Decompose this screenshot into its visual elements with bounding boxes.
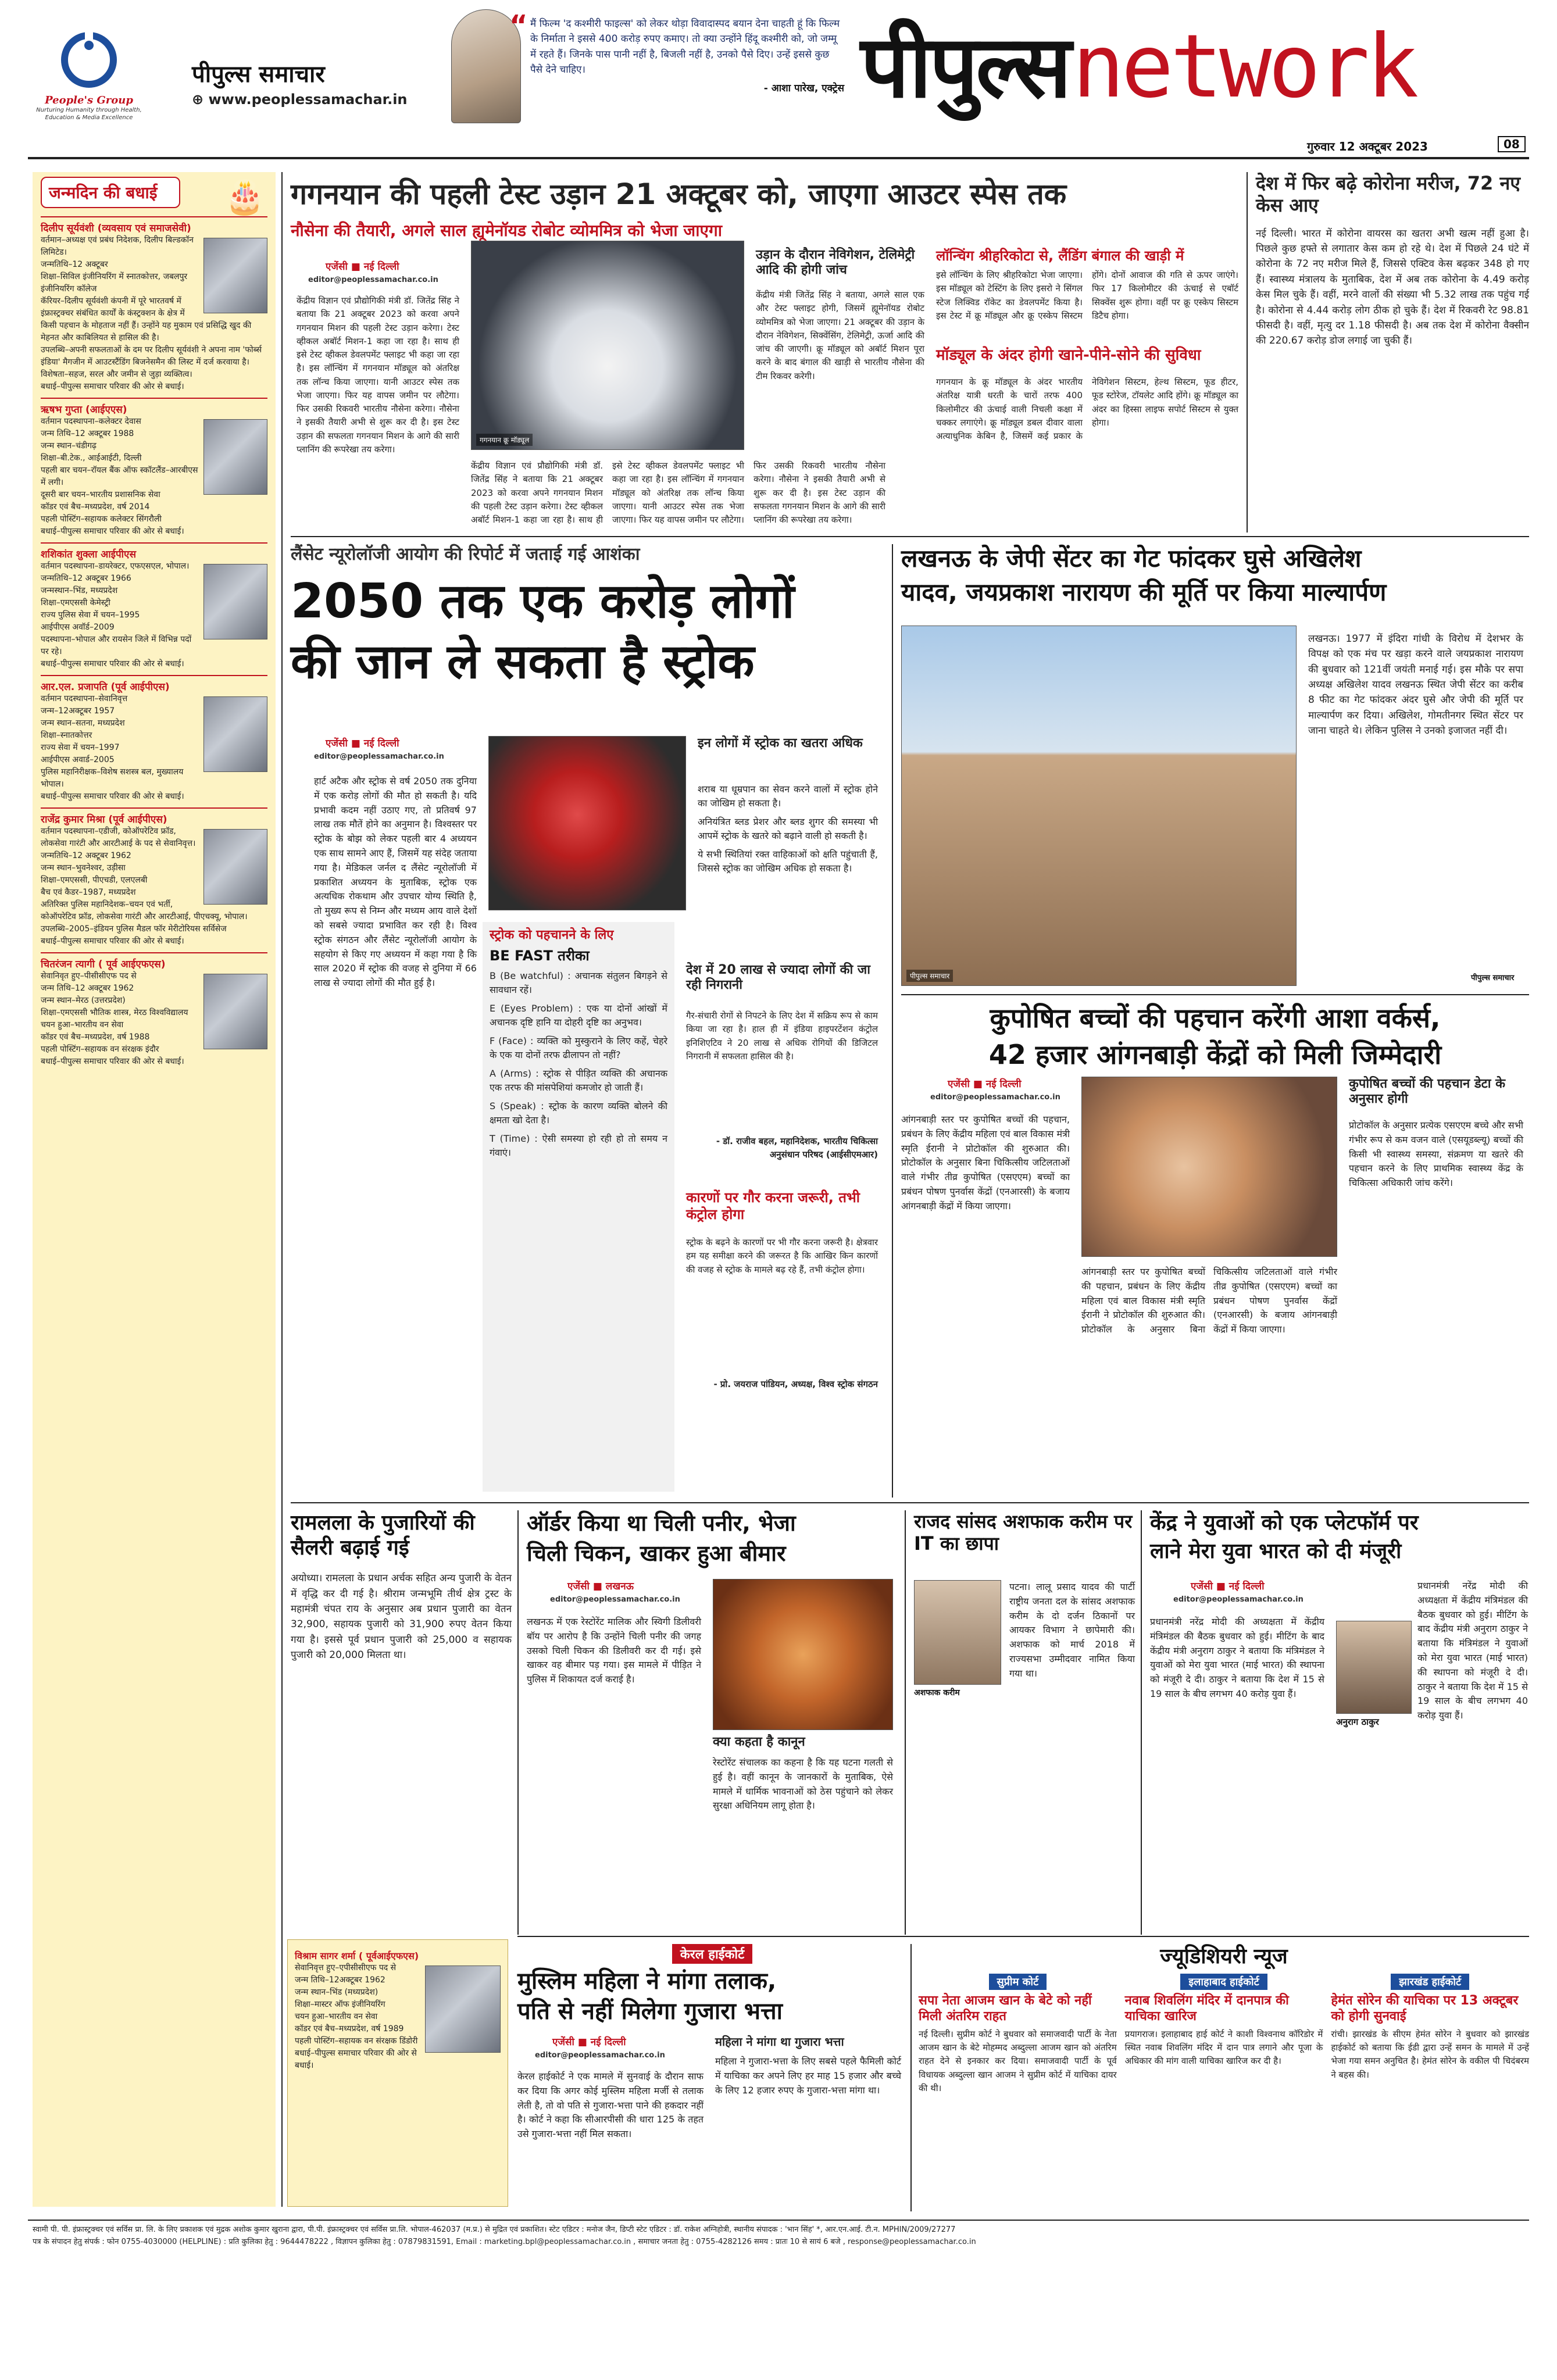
birthday-detail-line: बधाई–पीपुल्स समाचार परिवार की ओर से बधाई। (295, 2049, 417, 2070)
covid-story (1256, 172, 1529, 533)
akhilesh-headline-1: लखनऊ के जेपी सेंटर का गेट फांदकर घुसे अखिलेश (901, 544, 1362, 573)
asha-story (901, 1002, 1529, 1496)
samachar-name: पीपुल्स समाचार (192, 61, 325, 88)
judiciary-section (919, 1944, 1529, 2211)
rjd-body: पटना। लालू प्रसाद यादव की पार्टी राष्ट्रीय जनता दल के सांसद अशफाक करीम के दो दर्जन ठिकानों पर आयकर विभाग ने छापेमारी की। अशफाक को मार्च 2018 में राज्यसभा उम्मीदवार नामित किया गया था। (1009, 1581, 1135, 1679)
birthday-detail-line: राज्य सेवा में चयन–1997 (41, 743, 120, 752)
chilli-body: लखनऊ में एक रेस्टोरेंट मालिक और स्विगी डिलीवरी बॉय पर आरोप है कि उन्होंने चिली पनीर की जगह उसको चिली चिकन की डिलीवरी कर दी गई। इसे खाकर वह बीमार पड़ गया। इस मामले में पीड़ित ने पुलिस में शिकायत दर्ज कराई है। (527, 1616, 701, 1685)
birthday-detail-line: बधाई–पीपुल्स समाचार परिवार की ओर से बधाई। (41, 1057, 184, 1066)
chilli-byline: एजेंसी ■ लखनऊ (567, 1581, 634, 1592)
birthday-detail-line: जन्मतिथि–12 अक्टूबर 1962 (41, 851, 131, 860)
birthday-detail-line: बधाई–पीपुल्स समाचार परिवार की ओर से बधाई। (41, 527, 184, 536)
brand-network: network (1072, 16, 1416, 117)
befast-item: S (Speak) : स्ट्रोक के कारण व्यक्ति बोलने की क्षमता खो देता है। (490, 1100, 667, 1126)
ramlala-story (291, 1510, 512, 1935)
imprint-line-1: स्वामी पी. पी. इंफ्रास्ट्रक्चर एवं सर्विस प्रा. लि. के लिए प्रकाशक एवं मुद्रक अशोक कुमार खुराना द्वारा, पी.पी. इंफ्रास्ट्रक्चर एवं सर्विस प्रा.लि. भोपाल-462037 (म.प्र.) से मुद्रित एवं प्रकाशित। स्टेट एडिटर : मनोज जैन, डिप्टी स्टेट एडिटर : डॉ. राकेश अग्निहोत्री, स्थानीय संपादक : 'भान सिंह' *, आर.एन.आई. टी.न. MPHIN/2009/27277 (33, 2225, 956, 2234)
gaganyaan-launch-body: इसे लॉन्चिंग के लिए श्रीहरिकोटा भेजा जाएगा। इस मॉड्यूल को टेस्टिंग के लिए इसरो ने सिंगल स्टेज लिक्विड रॉकेट का डेवलपमेंट किया है। इस टेस्ट में क्रू मॉड्यूल और क्रू एस्केप सिस्टम होंगे। दोनों आवाज की गति से ऊपर जाएंगे। फिर 17 किलोमीटर की ऊंचाई से एबॉर्ट सिक्वेंस शुरू होगा। वहीं पर क्रू एस्केप सिस्टम डिटैच होगा। (936, 270, 1238, 321)
birthday-detail-line: वर्तमान पदस्थापना–एडीजी, कोऑपरेटिव फ्रॉड, लोकसेवा गारंटी और आरटीआई के पद से सेवानिवृत्त। (41, 827, 196, 848)
brand-hindi: पीपुल्स (860, 17, 1070, 117)
birthday-detail-line: वर्तमान पदस्थापना–डायरेक्टर, एफएसएल, भोपाल। (41, 562, 190, 571)
stroke-divider (892, 544, 893, 1498)
judiciary-item-allahabad (1125, 1974, 1323, 2196)
asha-headline-1: कुपोषित बच्चों की पहचान करेंगी आशा वर्कर्स, (990, 1002, 1441, 1034)
birthday-person-name: राजेंद्र कुमार मिश्रा (पूर्व आईपीएस) (41, 807, 267, 826)
risk-item: ये सभी स्थितियां रक्त वाहिकाओं को क्षति पहुंचाती हैं, जिससे स्ट्रोक का जोखिम अधिक हो सकता है। (698, 849, 878, 874)
akhilesh-rule (901, 994, 1529, 995)
judiciary-title: ज्यूडिशियरी न्यूज (1160, 1945, 1288, 1968)
imprint-footer (33, 2224, 1529, 2249)
gaganyaan-launch-head: लॉन्चिंग श्रीहरिकोटा से, लैंडिंग बंगाल की खाड़ी में (936, 248, 1184, 264)
gaganyaan-email[interactable]: editor@peoplessamachar.co.in (308, 276, 438, 284)
masthead (0, 0, 1557, 156)
birthday-extra-photo (425, 1966, 501, 2053)
peoples-group-emblem-icon (57, 28, 121, 92)
gaganyaan-side-body: केंद्रीय मंत्री जितेंद्र सिंह ने बताया, अगले साल एक और टेस्ट फ्लाइट होगी, जिसमें ह्यूमेनॉयड रोबोट व्योममित्र को भेजा जाएगा। 21 अक्टूबर की उड़ान के दौरान नेविगेशन, सिक्वेंसिंग, टेलिमेट्री, ऊर्जा आदि की जांच की जाएगी। क्रू मॉड्यूल को अबॉर्ट मिशन पूरा करने के बाद बंगाल की खाड़ी से भारतीय नौसेना की टीम रिकवर करेगी। (756, 290, 924, 381)
birthday-detail-line: उपलब्धि–अपनी सफलताओं के दम पर दिलीप सूर्यवंशी ने अपना नाम 'फोर्ब्स इंडिया' मैगजीन में आउटस्टैंडिंग बिजनेसमैन की लिस्ट में दर्ज करवाया है। (41, 345, 262, 367)
stroke-story (291, 544, 884, 1498)
birthday-detail-line: वर्तमान–अध्यक्ष एवं प्रबंध निदेशक, दिलीप बिल्डकॉन लिमिटेड। (41, 235, 194, 257)
quote-box (509, 9, 844, 95)
gaganyaan-headline: गगनयान की पहली टेस्ट उड़ान 21 अक्टूबर को, जाएगा आउटर स्पेस तक (291, 177, 1067, 211)
page-number: 08 (1498, 136, 1526, 152)
birthday-person-photo (203, 696, 267, 772)
birthday-detail-line: शिक्षा–मास्टर ऑफ इंजीनियरिंग (295, 2000, 385, 2009)
birthday-detail-line: पहली पोस्टिंग–सहायक वन संरक्षक डिंडोरी (295, 2036, 418, 2046)
birthday-detail-line: शिक्षा–स्नातकोत्तर (41, 731, 92, 740)
birthday-detail-line: आईपीएस अवार्ड–2005 (41, 755, 115, 764)
birthday-detail-line: पहली पोस्टिंग–सहायक कलेक्टर सिंगरौली (41, 514, 162, 524)
globe-icon: ⊕ (192, 91, 209, 108)
yuva-email[interactable]: editor@peoplessamachar.co.in (1173, 1595, 1304, 1604)
gaganyaan-module-head: मॉड्यूल के अंदर होगी खाने-पीने-सोने की सुविधा (936, 346, 1201, 364)
kerala-byline: एजेंसी ■ नई दिल्ली (552, 2036, 626, 2048)
kerala-divider (910, 1944, 912, 2211)
rjd-divider (1141, 1510, 1142, 1935)
birthday-detail-line: सेवानिवृत हुए–पीसीसीएफ पद से (41, 971, 137, 981)
kerala-side-body: महिला ने गुजारा-भत्ता के लिए सबसे पहले फैमिली कोर्ट में याचिका कर अपने लिए हर माह 15 हजार और बच्चे के लिए 12 हजार रुपए के गुजारा-भत्ता मांगा था। (715, 2056, 901, 2096)
judiciary-headline: हेमंत सोरेन की याचिका पर 13 अक्टूबर को होगी सुनवाई (1331, 1993, 1519, 2024)
birthday-detail-line: शिक्षा–एमएससी केमेस्ट्री (41, 598, 110, 607)
befast-item: E (Eyes Problem) : एक या दोनों आंखों में अचानक दृष्टि हानि या दोहरी दृष्टि का अनुभव। (490, 1003, 667, 1028)
kerala-headline-2: पति से नहीं मिलेगा गुजारा भत्ता (517, 1998, 783, 2025)
asha-body: आंगनबाड़ी स्तर पर कुपोषित बच्चों की पहचान, प्रबंधन के लिए केंद्रीय महिला एवं बाल विकास मंत्री स्मृति ईरानी ने प्रोटोकॉल की शुरुआत की। प्रोटोकॉल के अनुसार बिना चिकित्सीय जटिलताओं वाले गंभीर तीव्र कुपोषित (एसएएम) बच्चों का प्रबंधन पोषण पुनर्वास केंद्रों (एनआरसी) के बजाय आंगनबाड़ी केंद्रों में किया जाएगा। (901, 1114, 1070, 1212)
befast-box (483, 922, 674, 1492)
birthday-detail-line: वर्तमान पदस्थापना–सेवानिवृत्त (41, 694, 128, 703)
asha-side-head: कुपोषित बच्चों की पहचान डेटा के अनुसार होगी (1349, 1077, 1505, 1107)
judiciary-headline: सपा नेता आजम खान के बेटे को नहीं मिली अंतरिम राहत (919, 1993, 1092, 2024)
ramlala-headline: रामलला के पुजारियों की सैलरी बढ़ाई गई (291, 1511, 475, 1560)
birthday-detail-line: जन्म तिथि–12 अक्टूबर 1988 (41, 429, 134, 438)
asha-side-body: प्रोटोकॉल के अनुसार प्रत्येक एसएएम बच्चे और सभी गंभीर रूप से कम वजन वाले (एसयूडब्ल्यू) बच्चों की किसी भी स्वास्थ्य समस्या, संक्रमण या खतरे की पहचान करने के लिए प्राथमिक स्वास्थ्य केंद्र के चिकित्सा अधिकारी जांच करेंगे। (1349, 1120, 1523, 1189)
samachar-logo (192, 57, 424, 108)
birthday-detail-line: चयन हुआ–भारतीय वन सेवा (295, 2012, 378, 2021)
risk-item: अनियंत्रित ब्लड प्रेशर और ब्लड शुगर की समस्या भी आपमें स्ट्रोक के खतरे को बढ़ाने वाली हो सकती है। (698, 816, 878, 841)
kerala-story (517, 1944, 907, 2211)
birthday-detail-line: अतिरिक्त पुलिस महानिदेशक–चयन एवं भर्ती, कोऑपरेटिव फ्रॉड, लोकसेवा गारंटी और आरटीआई, पीएचक्यू, भोपाल। (41, 900, 248, 921)
row1-rule (291, 536, 1529, 537)
birthday-detail-line: बधाई–पीपुल्स समाचार परिवार की ओर से बधाई। (41, 382, 184, 391)
birthday-detail-line: जन्मतिथि–12 अक्टूबर (41, 260, 108, 269)
birthday-person-photo (203, 564, 267, 639)
chilli-photo (713, 1579, 893, 1730)
birthday-detail-line: बधाई–पीपुल्स समाचार परिवार की ओर से बधाई। (41, 792, 184, 801)
birthday-detail-line: उपलब्धि–2005–इंडियन पुलिस मैडल फॉर मेरीटोरियस सर्विसेज (41, 924, 227, 934)
peoples-group-logo (34, 28, 144, 144)
birthday-entry (41, 952, 267, 1068)
stroke-risk-head: इन लोगों में स्ट्रोक का खतरा अधिक (698, 736, 863, 751)
birthday-detail-line: शिक्षा–एमएससी, पीएचडी, एलएलबी (41, 875, 148, 885)
akhilesh-story (901, 544, 1529, 992)
peoples-group-tagline: Nurturing Humanity through Health, Education & Media Excellence (36, 107, 142, 121)
birthday-detail-line: कॉडर एवं बैच–मध्यप्रदेश, वर्ष 1989 (295, 2024, 404, 2034)
akhilesh-body: लखनऊ। 1977 में इंदिरा गांधी के विरोध में देशभर के विपक्ष को एक मंच पर खड़ा करने वाले जयप्रकाश नारायण की बुधवार को 121वीं जयंती मनाई गई। इस मौके पर सपा अध्यक्ष अखिलेश यादव लखनऊ स्थित जेपी सेंटर का करीब 8 फीट का गेट फांदकर अंदर घुसे और जेपी की मूर्ति पर माल्यार्पण कर दिया। अखिलेश, गोमतीनगर स्थित सेंटर पर जाना चाहते थे। लेकिन पुलिस ने उनको इजाजत नहीं दी। (1308, 633, 1523, 737)
stroke-risk-list (698, 782, 878, 957)
birthday-person-photo (203, 238, 267, 313)
chilli-divider (905, 1510, 906, 1935)
asha-email[interactable]: editor@peoplessamachar.co.in (930, 1093, 1060, 1102)
judiciary-item-supreme (919, 1974, 1117, 2196)
befast-item: B (Be watchful) : अचानक संतुलन बिगड़ने से सावधान रहें। (490, 970, 667, 996)
stroke-byline: एजेंसी ■ नई दिल्ली (326, 738, 399, 749)
judiciary-item-jharkhand (1331, 1974, 1529, 2196)
stroke-photo (488, 736, 686, 910)
chilli-law-head: क्या कहता है कानून (713, 1735, 805, 1749)
birthday-person-name: चितरंजन त्यागी ( पूर्व आईएफएस) (41, 952, 267, 970)
stroke-body: हार्ट अटैक और स्ट्रोक से वर्ष 2050 तक दुनिया में एक करोड़ लोगों की मौत हो सकती है। यदि प्रभावी कदम नहीं उठाए गए, तो प्रतिवर्ष 97 लाख तक मौतें होने का अनुमान है। विश्वस्तर पर स्ट्रोक के बोझ को लेकर पहली बार 4 अध्ययन एक साथ सामने आए हैं, जिसमें यह संदेह जताया गया है। मेडिकल जर्नल द लैंसेट न्यूरोलॉजी में प्रकाशित अध्ययन के मुताबिक, स्ट्रोक एक अत्यधिक रोकथाम और उपचार योग्य स्थिति है, तो मुख्य रूप से निम्न और मध्यम आय वाले देशों को सबसे ज्यादा प्रभावित कर रही है। विश्व स्ट्रोक संगठन और लैंसेट न्यूरोलॉजी आयोग के सहयोग से किए गए अध्ययन में कहा गया है कि साल 2020 में स्ट्रोक की वजह से दुनिया में 66 लाख से ज्यादा लोगों की मौत हुई है। (314, 776, 477, 989)
birthday-list (41, 216, 267, 1068)
birthday-person-name: आर.एल. प्रजापति (पूर्व आईपीएस) (41, 675, 267, 693)
risk-item: शराब या धूम्रपान का सेवन करने वालों में स्ट्रोक होने का जोखिम हो सकता है। (698, 784, 878, 809)
judiciary-body: प्रयागराज। इलाहाबाद हाई कोर्ट ने काशी विश्वनाथ कॉरिडोर में स्थित नवाब शिवलिंग मंदिर में दान पात्र लगाने और पूजा के अधिकार की मांग वाली याचिका खारिज कर दी है। (1124, 2028, 1323, 2067)
birthday-sidebar (33, 172, 276, 2207)
birthday-person-name: दिलीप सूर्यवंशी (व्यवसाय एवं समाजसेवी) (41, 216, 267, 234)
birthday-detail-line: बैच एवं कैडर–1987, मध्यप्रदेश (41, 888, 136, 897)
birthday-detail-line: शिक्षा–एमएससी भौतिक शास्त्र, मेरठ विश्वविद्यालय (41, 1008, 188, 1017)
birthday-detail-line: जन्मतिथि–12 अक्टूबर 1966 (41, 574, 131, 583)
chilli-email[interactable]: editor@peoplessamachar.co.in (550, 1595, 680, 1604)
yuva-headline-1: केंद्र ने युवाओं को एक प्लेटफॉर्म पर (1150, 1511, 1419, 1535)
quote-text: मैं फिल्म 'द कश्मीरी फाइल्स' को लेकर थोड़ा विवादास्पद बयान देना चाहती हूं कि फिल्म के निर्माता ने इससे 400 करोड़ रुपए कमाए। तो क्या उन्होंने हिंदू कश्मीरी को, जो जम्मू में रहते हैं। जिनके पास पानी नहीं है, बिजली नहीं है, उनको पैसे दिए। उन्हें इससे कुछ पैसे देने चाहिए। (530, 18, 840, 76)
birthday-detail-line: चयन हुआ–भारतीय वन सेवा (41, 1020, 124, 1030)
asha-body-cont: आंगनबाड़ी स्तर पर कुपोषित बच्चों की पहचान, प्रबंधन के लिए केंद्रीय महिला एवं बाल विकास मंत्री स्मृति ईरानी ने प्रोटोकॉल की शुरुआत की। प्रोटोकॉल के अनुसार बिना चिकित्सीय जटिलताओं वाले गंभीर तीव्र कुपोषित (एसएएम) बच्चों का प्रबंधन पोषण पुनर्वास केंद्रों (एनआरसी) के बजाय आंगनबाड़ी केंद्रों में किया जाएगा। (1081, 1266, 1337, 1335)
birthday-person-name: शशिकांत शुक्ला आईपीएस (41, 542, 267, 560)
stroke-cause-quote: - प्रो. जयराज पांडियन, अध्यक्ष, विश्व स्ट्रोक संगठन (713, 1379, 878, 1389)
birthday-entry (41, 542, 267, 670)
yuva-byline: एजेंसी ■ नई दिल्ली (1191, 1581, 1265, 1592)
befast-head: स्ट्रोक को पहचानने के लिए (490, 928, 614, 942)
birthday-person-name: ऋषभ गुप्ता (आईएएस) (41, 398, 267, 416)
chilli-headline-2: चिली चिकन, खाकर हुआ बीमार (527, 1540, 786, 1566)
birthday-detail-line: जन्म–12अक्टूबर 1957 (41, 706, 115, 716)
quote-mark-icon: “ (509, 9, 528, 42)
birthday-detail-line: जन्म स्थान–सतना, मध्यप्रदेश (41, 719, 125, 728)
birthday-extra-box (287, 1939, 508, 2207)
asha-photo (1081, 1077, 1337, 1257)
birthday-detail-line: पदस्थापना–भोपाल और रायसेन जिले में विभिन्न पदों पर रहे। (41, 635, 192, 656)
birthday-person-photo (203, 974, 267, 1049)
birthday-detail-line: बधाई–पीपुल्स समाचार परिवार की ओर से बधाई। (41, 659, 184, 669)
judiciary-body: रांची। झारखंड के सीएम हेमंत सोरेन ने बुधवार को झारखंड हाईकोर्ट को बताया कि ईडी द्वारा उन्हें समन के मामले में उन्हें भेजा गया समन अनुचित है। हेमंत सोरेन के वकील पी चिदंबरम ने बहस की। (1331, 2028, 1530, 2080)
gaganyaan-body: केंद्रीय विज्ञान एवं प्रौद्योगिकी मंत्री डॉ. जितेंद्र सिंह ने बताया कि 21 अक्टूबर 2023 को करवा अपने गगनयान मिशन की पहली टेस्ट उड़ान करेगा। टेस्ट व्हीकल अबॉर्ट मिशन-1 कहा जा रहा है। साथ ही इसे टेस्ट व्हीकल डेवलपमेंट फ्लाइट भी कहा जा रहा है। इस लॉन्चिंग में गगनयान मॉड्यूल को अंतरिक्ष तक लॉन्च किया जाएगा। यानी आउटर स्पेस तक भेजा जाएगा। फिर यह वापस जमीन पर लौटेगा। फिर उसकी रिकवरी भारतीय नौसेना करेगा। नौसेना ने इसकी तैयारी अभी से शुरू कर दी है। इस टेस्ट उड़ान की सफलता गगनयान मिशन के आगे की सारी प्लानिंग की रूपरेखा तय करेगा। (297, 295, 459, 455)
befast-item: A (Arms) : स्ट्रोक से पीड़ित व्यक्ति की अचानक एक तरफ की मांसपेशियां कमजोर हो जाती हैं। (490, 1068, 667, 1093)
akhilesh-photo: पीपुल्स समाचार (901, 626, 1297, 986)
stroke-email[interactable]: editor@peoplessamachar.co.in (314, 752, 444, 761)
stroke-india-body: गैर-संचारी रोगों से निपटने के लिए देश में सक्रिय रूप से काम किया जा रहा है। हाल ही में इंडिया हाइपरटेंशन कंट्रोल इनिशिएटिव ने 20 लाख से अधिक रोगियों की डिजिटल निगरानी में सफलता हासिल की है। (686, 1010, 878, 1062)
gaganyaan-side-head: उड़ान के दौरान नेविगेशन, टेलिमेट्री आदि की होगी जांच (756, 248, 915, 278)
kerala-email[interactable]: editor@peoplessamachar.co.in (535, 2051, 665, 2060)
birthday-extra-name: विश्राम सागर शर्मा ( पूर्वआईएफएस) (295, 1950, 419, 1961)
brand-logo (860, 16, 1529, 134)
gaganyaan-body-cont: केंद्रीय विज्ञान एवं प्रौद्योगिकी मंत्री डॉ. जितेंद्र सिंह ने बताया कि 21 अक्टूबर 2023 को करवा अपने गगनयान मिशन की पहली टेस्ट उड़ान करेगा। टेस्ट व्हीकल अबॉर्ट मिशन-1 कहा जा रहा है। साथ ही इसे टेस्ट व्हीकल डेवलपमेंट फ्लाइट भी कहा जा रहा है। इस लॉन्चिंग में गगनयान मॉड्यूल को अंतरिक्ष तक लॉन्च किया जाएगा। यानी आउटर स्पेस तक भेजा जाएगा। फिर यह वापस जमीन पर लौटेगा। फिर उसकी रिकवरी भारतीय नौसेना करेगा। नौसेना ने इसकी तैयारी अभी से शुरू कर दी है। इस टेस्ट उड़ान की सफलता गगनयान मिशन के आगे की सारी प्लानिंग की रूपरेखा तय करेगा। (471, 460, 885, 525)
asha-byline: एजेंसी ■ नई दिल्ली (948, 1078, 1022, 1090)
birthday-detail-line: कॉडर एवं बैच–मध्यप्रदेश, वर्ष 1988 (41, 1032, 150, 1042)
stroke-kicker: लैंसेट न्यूरोलॉजी आयोग की रिपोर्ट में जताई गई आशंका (291, 544, 640, 564)
birthday-detail-line: पहली बार चयन–रॉयल बैंक ऑफ स्कॉटलैंड–आरबीएस में लगी। (41, 466, 198, 487)
stroke-cause-head: कारणों पर गौर करना जरूरी, तभी कंट्रोल होगा (686, 1189, 860, 1223)
birthday-detail-line: आईपीएस अवॉर्ड–2009 (41, 623, 115, 632)
birthday-detail-line: कॅरियर–दिलीप सूर्यवंशी कंपनी में पूरे भारतवर्ष में इंफ्रास्ट्रक्चर संबंधित कार्यों के कंस्ट्रक्शन के क्षेत्र में किसी पहचान के मोहताज नहीं हैं। उन्होंने यह मुकाम एवं प्रसिद्धि खुद की मेहनत और काबिलियत से हासिल की है। (41, 296, 252, 342)
chilli-headline-1: ऑर्डर किया था चिली पनीर, भेजा (527, 1510, 796, 1536)
birthday-detail-line: बधाई–पीपुल्स समाचार परिवार की ओर से बधाई। (41, 937, 184, 946)
yuva-body: प्रधानमंत्री नरेंद्र मोदी की अध्यक्षता में केंद्रीय मंत्रिमंडल की बैठक बुधवार को हुई। मीटिंग के बाद केंद्रीय मंत्री अनुराग ठाकुर ने बताया कि मंत्रिमंडल ने युवाओं को मेरा युवा भारत (माई भारत) की स्थापना को मंजूरी दे दी। ठाकुर ने बताया कि देश में 15 से 19 साल के बीच लगभग 40 करोड़ युवा हैं। (1150, 1616, 1324, 1699)
birthday-detail-line: दूसरी बार चयन–भारतीय प्रशासनिक सेवा (41, 490, 160, 499)
row3-rule (517, 1936, 1529, 1937)
rjd-story (914, 1510, 1135, 1935)
gaganyaan-module-body: गगनयान के क्रू मॉड्यूल के अंदर भारतीय अंतरिक्ष यात्री धरती के चारों तरफ 400 किलोमीटर की ऊंचाई वाली निचली कक्षा में चक्कर लगाएंगे। क्रू मॉड्यूल डबल दीवार वाला अत्याधुनिक केबिन है, जिसमें कई प्रकार के नेविगेशन सिस्टम, हेल्थ सिस्टम, फूड हीटर, फूड स्टोरेज, टॉयलेट आदि होंगे। क्रू मॉड्यूल का अंदर का हिस्सा लाइफ सपोर्ट सिस्टम से युक्त होगा। (936, 377, 1238, 441)
birthday-detail-line: कॉडर एवं बैच–मध्यप्रदेश, वर्ष 2014 (41, 502, 150, 512)
akhilesh-credit: पीपुल्स समाचार (1471, 974, 1515, 982)
row2-rule (291, 1502, 1529, 1503)
birthday-detail-line: वर्तमान पदस्थापना–कलेक्टर देवास (41, 417, 141, 426)
footer-rule (28, 2220, 1529, 2221)
birthday-detail-line: शिक्षा–सिविल इंजीनियरिंग में स्नातकोत्तर, जबलपुर इंजीनियरिंग कॉलेज (41, 272, 188, 294)
birthday-entry (41, 807, 267, 948)
judiciary-body: नई दिल्ली। सुप्रीम कोर्ट ने बुधवार को समाजवादी पार्टी के नेता आजम खान के बेटे मोहम्मद अब्दुल्ला आजम खान को अंतरिम राहत देने से इनकार कर दिया। समाजवादी पार्टी के पूर्व विधायक अब्दुल्ला खान आजम ने सुप्रीम कोर्ट में याचिका दायर की थी। (919, 2028, 1117, 2093)
judiciary-columns (919, 1974, 1529, 2196)
birthday-detail-line: जन्म तिथि–12 अक्टूबर 1962 (41, 984, 134, 993)
birthday-detail-line: जन्म स्थान–चंडीगढ़ (41, 441, 97, 451)
sidebar-divider (281, 172, 283, 2207)
birthday-title: जन्मदिन की बधाई (41, 177, 180, 208)
birthday-detail-line: पहली पोस्टिंग–सहायक वन संरक्षक इंदौर (41, 1045, 159, 1054)
stroke-india-quote: - डॉ. राजीव बहल, महानिदेशक, भारतीय चिकित्सा अनुसंधान परिषद (आईसीएमआर) (716, 1136, 878, 1160)
birthday-detail-line: सेवानिवृत्त हुए–एपीसीसीएफ पद से (295, 1963, 397, 1972)
gaganyaan-subhead: नौसेना की तैयारी, अगले साल ह्यूमेनॉयड रोबोट व्योममित्र को भेजा जाएगा (291, 221, 722, 240)
birthday-detail-line: राज्य पुलिस सेवा में चयन–1995 (41, 610, 140, 620)
kerala-headline-1: मुस्लिम महिला ने मांगा तलाक, (517, 1968, 777, 1995)
covid-divider (1247, 172, 1248, 533)
court-tag: झारखंड हाईकोर्ट (1391, 1974, 1469, 1990)
birthday-entry (41, 216, 267, 393)
imprint-line-2: पत्र के संपादन हेतु संपर्क : फोन 0755-4030000 (HELPLINE) : प्रति कुलिका हेतु : 9644478222 , विज्ञापन कुलिका हेतु : 07879831591, Email : marketing.bpl@peoplessamachar.co.in , समाचार जनता हेतु : 0755-4282126 समय : प्रातः 10 से सायं 6 बजे , response@peoplessamachar.co.in (33, 2237, 976, 2246)
peoples-group-name: People's Group (45, 94, 133, 106)
kerala-tag: केरल हाईकोर्ट (517, 1944, 907, 1964)
birthday-detail-line: जन्मस्थान–भिंड, मध्यप्रदेश (41, 586, 118, 595)
masthead-rule (28, 157, 1529, 159)
birthday-detail-line: विशेषता–सहज, सरल और जमीन से जुड़ा व्यक्तित्व। (41, 370, 192, 379)
court-tag: इलाहाबाद हाईकोर्ट (1180, 1974, 1267, 1990)
asha-headline-2: 42 हजार आंगनबाड़ी केंद्रों को मिली जिम्मेदारी (988, 1039, 1442, 1071)
yuva-headline-2: लाने मेरा युवा भारत को दी मंजूरी (1150, 1539, 1402, 1564)
birthday-detail-line: जन्म स्थान–भुवनेश्वर, उड़ीसा (41, 863, 126, 873)
gaganyaan-photo: गगनयान क्रू मॉड्यूल (471, 241, 744, 450)
kerala-side-head: महिला ने मांगा था गुजारा भत्ता (715, 2035, 844, 2049)
birthday-detail-line: जन्म स्थान–मेरठ (उत्तरप्रदेश) (41, 996, 126, 1005)
birthday-cake-icon: 🎂 (224, 178, 265, 216)
yuva-story (1150, 1510, 1529, 1935)
court-tag: सुप्रीम कोर्ट (989, 1974, 1047, 1990)
covid-headline: देश में फिर बढ़े कोरोना मरीज, 72 नए केस आए (1256, 172, 1520, 217)
kerala-body: केरल हाईकोर्ट ने एक मामले में सुनवाई के दौरान साफ कर दिया कि अगर कोई मुस्लिम महिला मर्जी से तलाक लेती है, तो वो पति से गुजारा-भत्ता पाने की हकदार नहीं है। कोर्ट ने कहा कि सीआरपीसी की धारा 125 के तहत उसे गुजारा-भत्ता नहीं मिल सकता। (517, 2071, 703, 2140)
befast-sub: BE FAST तरीका (490, 948, 590, 964)
website-link[interactable]: ⊕ www.peoplessamachar.in (192, 91, 408, 108)
stroke-cause-body: स्ट्रोक के बढ़ने के कारणों पर भी गौर करना जरूरी है। क्षेत्रवार हम यह समीक्षा करने की जरूरत है कि आखिर किन कारणों की वजह से स्ट्रोक के मामले बढ़ रहे हैं, तभी कंट्रोल होगा। (686, 1237, 878, 1275)
befast-item: T (Time) : ऐसी समस्या हो रही हो तो समय न गंवाएं। (490, 1133, 667, 1159)
rjd-headline: राजद सांसद अशफाक करीम पर IT का छापा (914, 1510, 1133, 1555)
birthday-detail-line: शिक्षा–बी.टेक., आईआईटी, दिल्ली (41, 453, 142, 463)
gaganyaan-byline: एजेंसी ■ नई दिल्ली (326, 261, 399, 273)
yuva-body-cont: प्रधानमंत्री नरेंद्र मोदी की अध्यक्षता में केंद्रीय मंत्रिमंडल की बैठक बुधवार को हुई। मीटिंग के बाद केंद्रीय मंत्री अनुराग ठाकुर ने बताया कि मंत्रिमंडल ने युवाओं को मेरा युवा भारत (माई भारत) की स्थापना को मंजूरी दे दी। ठाकुर ने बताया कि देश में 15 से 19 साल के बीच लगभग 40 करोड़ युवा हैं। (1417, 1580, 1528, 1721)
chilli-law-body: रेस्टोरेंट संचालक का कहना है कि यह घटना गलती से हुई है। वहीं कानून के जानकारों के मुताबिक, ऐसे मामले में धार्मिक भावनाओं को ठेस पहुंचाने को लेकर सुरक्षा अधिनियम लागू होता है। (713, 1757, 893, 1811)
birthday-detail-line: पुलिस महानिरीक्षक–विशेष सशस्त्र बल, मुख्यालय भोपाल। (41, 767, 184, 789)
yuva-caption: अनुराग ठाकुर (1336, 1717, 1379, 1727)
birthday-person-photo (203, 829, 267, 905)
ramlala-divider (517, 1510, 519, 1935)
befast-item: F (Face) : व्यक्ति को मुस्कुराने के लिए कहें, चेहरे के एक या दोनों तरफ ढीलापन तो नहीं? (490, 1035, 667, 1061)
chilli-story (527, 1510, 899, 1935)
akhilesh-headline-2: यादव, जयप्रकाश नारायण की मूर्ति पर किया माल्यार्पण (901, 578, 1387, 607)
covid-body: नई दिल्ली। भारत में कोरोना वायरस का खतरा अभी खत्म नहीं हुआ है। पिछले कुछ हफ्ते से लगातार केस कम हो रहे थे। देश में पिछले 24 घंटे में कोरोना के 72 नए मरीज मिले हैं, जिससे एक्टिव केस बढ़कर 348 हो गए हैं। स्वास्थ्य मंत्रालय के मुताबिक, देश में अब तक कोरोना के 4.49 करोड़ केस मिल चुके हैं। वहीं, मरने वालों की संख्या भी 5.32 लाख तक पहुंच गई है। कोरोना से 4.44 करोड़ लोग ठीक हो चुके हैं। देश में रिकवरी रेट 98.81 फीसदी है। वहीं, मृत्यु दर 1.18 फीसदी है। अब तक देश में कोरोना वैक्सीन की 220.67 करोड़ डोज लगाई जा चुकी हैं। (1256, 227, 1529, 347)
birthday-entry (41, 398, 267, 538)
stroke-headline-2: की जान ले सकता है स्ट्रोक (291, 634, 755, 690)
stroke-headline-1: 2050 तक एक करोड़ लोगों (291, 574, 795, 629)
stroke-india-head: देश में 20 लाख से ज्यादा लोगों की जा रही निगरानी (686, 963, 870, 993)
birthday-detail-line: जन्म स्थान–भिंड (मध्यप्रदेश) (295, 1988, 378, 1997)
judiciary-headline: नवाब शिवलिंग मंदिर में दानपात्र की याचिका खारिज (1124, 1993, 1289, 2024)
rjd-caption: अशफाक करीम (914, 1688, 960, 1698)
quote-author: - आशा पारेख, एक्ट्रेस (763, 83, 844, 95)
yuva-photo (1336, 1621, 1412, 1714)
gaganyaan-story (291, 172, 1238, 533)
ramlala-body: अयोध्या। रामलला के प्रधान अर्चक सहित अन्य पुजारी के वेतन में वृद्धि कर दी गई है। श्रीराम जन्मभूमि तीर्थ क्षेत्र ट्रस्ट के महामंत्री चंपत राय के अनुसार अब प्रधान पुजारी का वेतन 32,900, सहायक पुजारी को 31,900 रुपए वेतन किया गया है। इससे पूर्व प्रधान पुजारी को 25,000 व सहायक पुजारी को 20,000 मिलता था। (291, 1573, 512, 1661)
birthday-person-photo (203, 419, 267, 495)
birthday-detail-line: जन्म तिथि–12अक्टूबर 1962 (295, 1975, 385, 1985)
issue-date: गुरुवार 12 अक्टूबर 2023 (1307, 140, 1428, 153)
birthday-entry (41, 675, 267, 803)
